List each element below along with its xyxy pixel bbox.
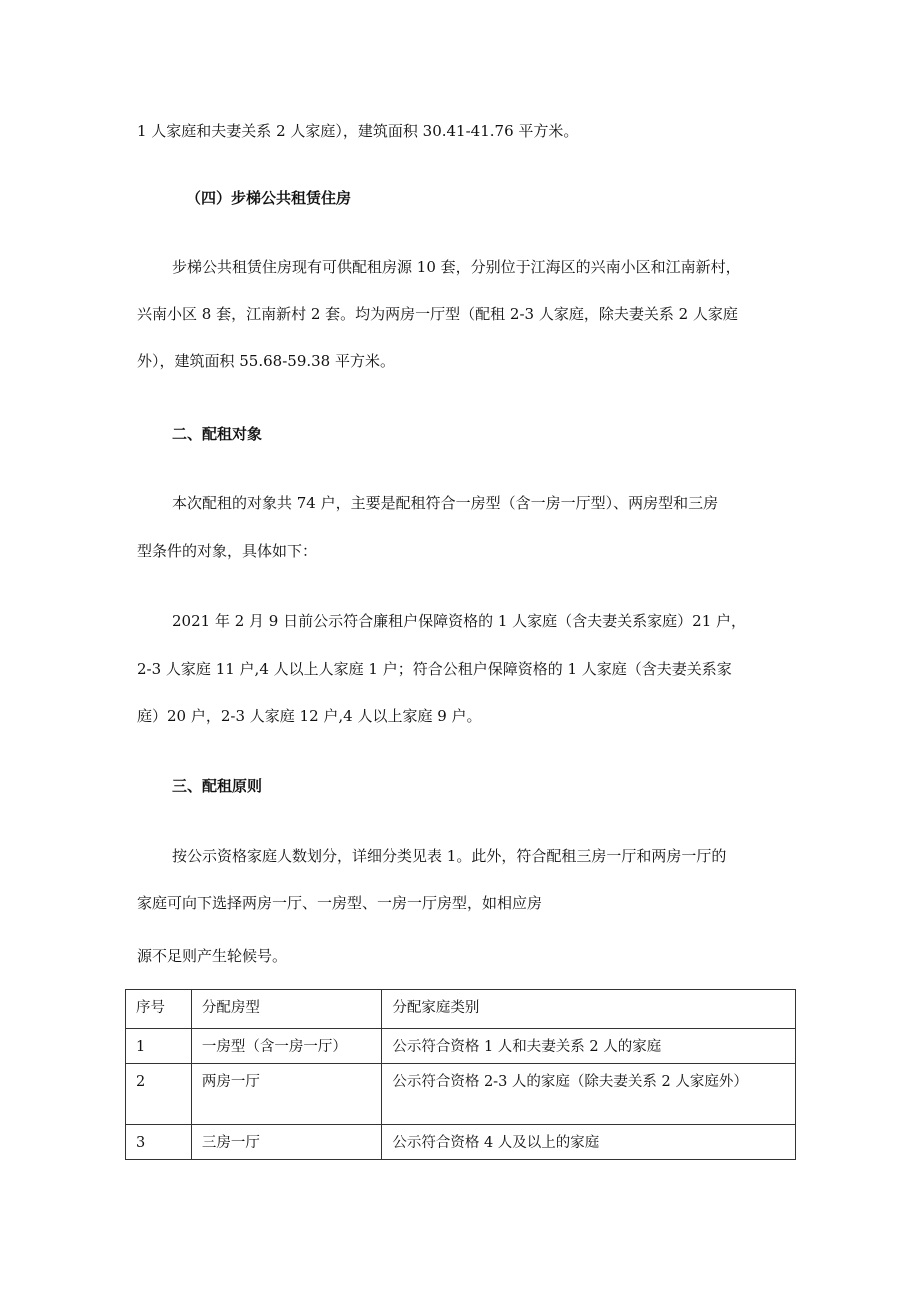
table-header-row xyxy=(126,990,796,1029)
table-cell: 一房型（含一房一厅） xyxy=(191,1029,381,1064)
table-header-cell: 序号 xyxy=(126,990,192,1029)
paragraph-line: 庭）20 户，2-3 人家庭 12 户,4 人以上家庭 9 户。 xyxy=(137,707,482,725)
allocation-table xyxy=(125,989,796,1160)
table-row xyxy=(126,1125,796,1160)
table-cell: 3 xyxy=(126,1125,192,1160)
table-cell: 1 xyxy=(126,1029,192,1064)
paragraph-line: 2021 年 2 月 9 日前公示符合廉租户保障资格的 1 人家庭（含夫妻关系家庭）21 户， xyxy=(172,612,747,630)
paragraph-line: 源不足则产生轮候号。 xyxy=(137,947,288,965)
table-header-cell: 分配房型 xyxy=(191,990,381,1029)
paragraph-line: 2-3 人家庭 11 户,4 人以上人家庭 1 户；符合公租户保障资格的 1 人家庭（含夫妻关系家 xyxy=(137,660,732,678)
table-cell: 三房一厅 xyxy=(191,1125,381,1160)
table-cell: 公示符合资格 4 人及以上的家庭 xyxy=(382,1125,796,1160)
table-cell: 公示符合资格 1 人和夫妻关系 2 人的家庭 xyxy=(382,1029,796,1064)
section-heading-step-housing: （四）步梯公共租赁住房 xyxy=(186,189,352,207)
paragraph-line: 步梯公共租赁住房现有可供配租房源 10 套，分别位于江海区的兴南小区和江南新村， xyxy=(172,258,741,276)
table-cell: 公示符合资格 2-3 人的家庭（除夫妻关系 2 人家庭外） xyxy=(382,1064,796,1125)
section-heading-rental-principles: 三、配租原则 xyxy=(172,777,263,795)
paragraph-line: 兴南小区 8 套，江南新村 2 套。均为两房一厅型（配租 2-3 人家庭，除夫妻关系 2 人家庭 xyxy=(137,305,738,323)
table-row xyxy=(126,1064,796,1125)
paragraph-line: 本次配租的对象共 74 户，主要是配租符合一房型（含一房一厅型）、两房型和三房 xyxy=(172,494,719,512)
paragraph-line: 型条件的对象，具体如下： xyxy=(137,542,318,560)
table-cell: 2 xyxy=(126,1064,192,1125)
table-header-cell: 分配家庭类别 xyxy=(382,990,796,1029)
paragraph-line: 家庭可向下选择两房一厅、一房型、一房一厅房型，如相应房 xyxy=(137,894,543,912)
table-row xyxy=(126,1029,796,1064)
table-cell: 两房一厅 xyxy=(191,1064,381,1125)
paragraph-line: 按公示资格家庭人数划分，详细分类见表 1。此外，符合配租三房一厅和两房一厅的 xyxy=(172,847,727,865)
paragraph-line: 1 人家庭和夫妻关系 2 人家庭），建筑面积 30.41-41.76 平方米。 xyxy=(137,122,579,140)
section-heading-rental-targets: 二、配租对象 xyxy=(172,425,263,443)
paragraph-line: 外），建筑面积 55.68-59.38 平方米。 xyxy=(137,352,395,370)
